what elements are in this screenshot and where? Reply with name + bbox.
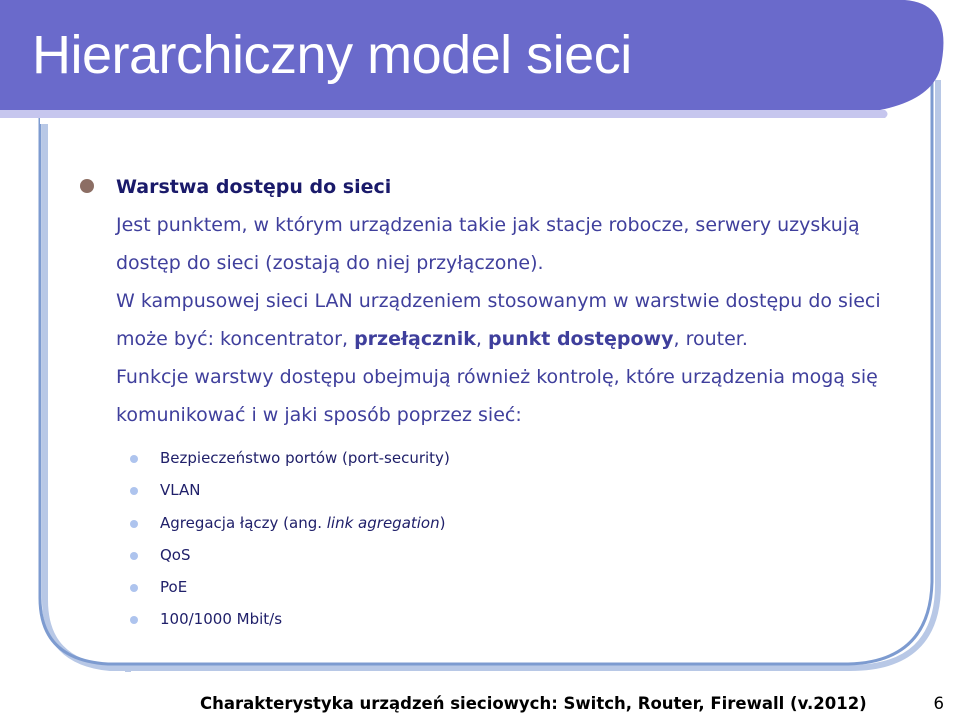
- sub-bullet-icon: [130, 552, 138, 560]
- page-number: 6: [933, 694, 944, 713]
- devices-bold-switch: przełącznik: [354, 328, 476, 350]
- list-item: [116, 539, 920, 571]
- link-aggregation-italic: link agregation: [326, 513, 440, 532]
- list-item: [116, 603, 920, 635]
- list-item-label: Bezpieczeństwo portów (port-security): [160, 449, 450, 467]
- sub-bullet-icon: [130, 487, 138, 495]
- section-heading: Warstwa dostępu do sieci: [116, 176, 392, 198]
- slide-footer: Charakterystyka urządzeń sieciowych: Switch, Router, Firewall (v.2012): [200, 694, 867, 713]
- list-item-label: [160, 514, 445, 532]
- bullet-item-access-layer: [80, 168, 920, 636]
- list-item-label: PoE: [160, 578, 188, 597]
- list-item: [116, 442, 920, 474]
- slide-content: [80, 168, 920, 636]
- devices-text-suffix: , router.: [673, 328, 748, 350]
- devices-text-prefix: W kampusowej sieci LAN urządzeniem stosowanym w warstwie dostępu do sieci może być: koncentrator,: [116, 290, 881, 350]
- sub-bullet-icon: [130, 584, 138, 592]
- list-item-label: 100/1000 Mbit/s: [160, 610, 283, 629]
- list-item: [116, 571, 920, 603]
- sub-bullet-icon: [130, 520, 138, 528]
- bullet-icon: [80, 179, 94, 193]
- list-item-label: QoS: [160, 545, 191, 564]
- link-aggregation-prefix: Agregacja łączy (ang.: [160, 513, 327, 532]
- paragraph-definition: Jest punktem, w którym urządzenia takie jak stacje robocze, serwery uzyskują dostęp do sieci (zostają do niej przyłączone).: [116, 214, 860, 274]
- slide-title: Hierarchiczny model sieci: [32, 25, 632, 85]
- list-item: [116, 507, 920, 539]
- paragraph-devices: [116, 282, 920, 358]
- sub-bullet-icon: [130, 616, 138, 624]
- devices-sep: ,: [475, 328, 488, 350]
- list-item: [116, 474, 920, 506]
- title-band-shadow: [0, 110, 888, 118]
- list-item-label: VLAN: [160, 481, 201, 500]
- sub-bullet-icon: [130, 455, 138, 463]
- link-aggregation-suffix: ): [439, 513, 446, 532]
- paragraph-functions: Funkcje warstwy dostępu obejmują również kontrolę, które urządzenia mogą się komunikować i w jaki sposób poprzez sieć:: [116, 366, 878, 426]
- function-list: [116, 442, 920, 636]
- devices-bold-access-point: punkt dostępowy: [487, 328, 674, 350]
